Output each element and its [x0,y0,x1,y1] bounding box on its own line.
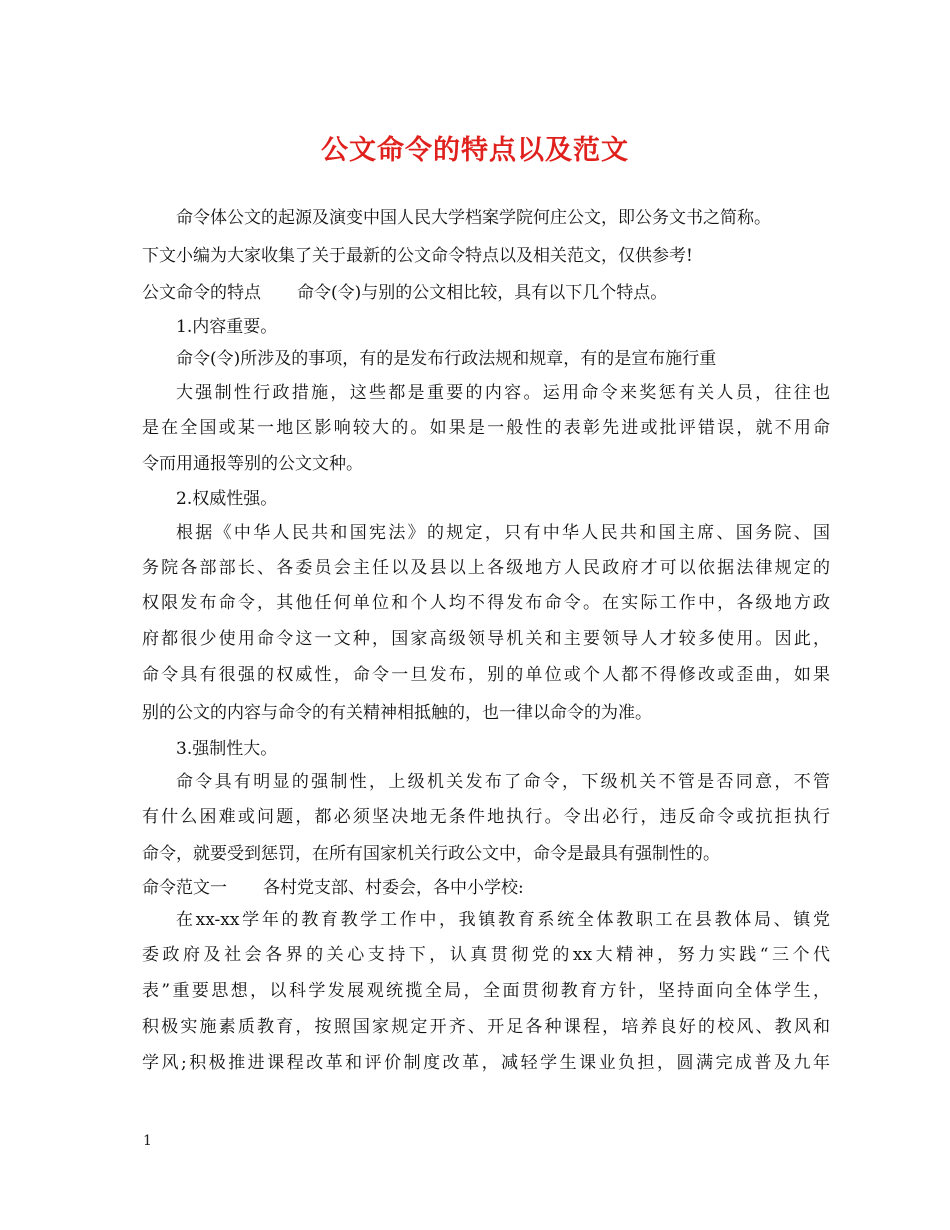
body-line: 学风;积极推进课程改革和评价制度改革，减轻学生课业负担，圆满完成普及九年 [142,1053,830,1073]
body-line: 务院各部部长、各委员会主任以及县以上各级地方人民政府才可以依据法律规定的 [142,558,830,578]
body-line: 命令，就要受到惩罚，在所有国家机关行政公文中，命令是最具有强制性的。 [142,844,720,864]
body-line: 积极实施素质教育，按照国家规定开齐、开足各种课程，培养良好的校风、教风和 [142,1017,830,1037]
body-line: 是在全国或某一地区影响较大的。如果是一般性的表彰先进或批评错误，就不用命 [142,418,830,438]
body-line: 权限发布命令，其他任何单位和个人均不得发布命令。在实际工作中，各级地方政 [142,593,830,613]
body-line: 府都很少使用命令这一文种，国家高级领导机关和主要领导人才较多使用。因此， [142,629,830,649]
section-heading-line [142,876,524,900]
body-line: 令而用通报等别的公文文种。 [142,454,363,474]
body-line: 根据《中华人民共和国宪法》的规定，只有中华人民共和国主席、国务院、国 [176,523,830,543]
page-number: 1 [143,1133,152,1149]
body-line: 命令(令)所涉及的事项，有的是发布行政法规和规章，有的是宣布施行重 [176,349,717,369]
body-line: 有什么困难或问题，都必须坚决地无条件地执行。令出必行，违反命令或抗拒执行 [142,807,830,827]
body-line: 大强制性行政措施，这些都是重要的内容。运用命令来奖惩有关人员，往往也 [176,383,830,403]
body-line: 委政府及社会各界的关心支持下，认真贯彻党的xx大精神，努力实践“三个代 [142,945,830,965]
document-title: 公文命令的特点以及范文 [321,135,629,166]
body-line: 命令具有很强的权威性，命令一旦发布，别的单位或个人都不得修改或歪曲，如果 [142,665,830,685]
body-line: 在xx-xx学年的教育教学工作中，我镇教育系统全体教职工在县教体局、镇党 [176,910,830,930]
body-line: 命令具有明显的强制性，上级机关发布了命令，下级机关不管是否同意，不管 [176,772,830,792]
section-heading: 命令范文一 [142,878,227,898]
numbered-heading: 3.强制性大。 [176,739,278,759]
numbered-heading: 1.内容重要。 [176,317,278,337]
body-line: 别的公文的内容与命令的有关精神相抵触的，也一律以命令的为准。 [142,703,652,723]
body-line: 下文小编为大家收集了关于最新的公文命令特点以及相关范文，仅供参考! [142,246,693,266]
body-line: 表”重要思想，以科学发展观统揽全局，全面贯彻教育方针，坚持面向全体学生， [142,981,830,1001]
body-line: 命令体公文的起源及演变中国人民大学档案学院何庄公文，即公务文书之简称。 [176,208,771,228]
body-text: 命令(令)与别的公文相比较，具有以下几个特点。 [297,283,668,303]
salutation: 各村党支部、村委会，各中小学校: [263,878,524,898]
section-heading-line [142,281,667,305]
section-heading: 公文命令的特点 [142,283,261,303]
numbered-heading: 2.权威性强。 [176,489,278,509]
